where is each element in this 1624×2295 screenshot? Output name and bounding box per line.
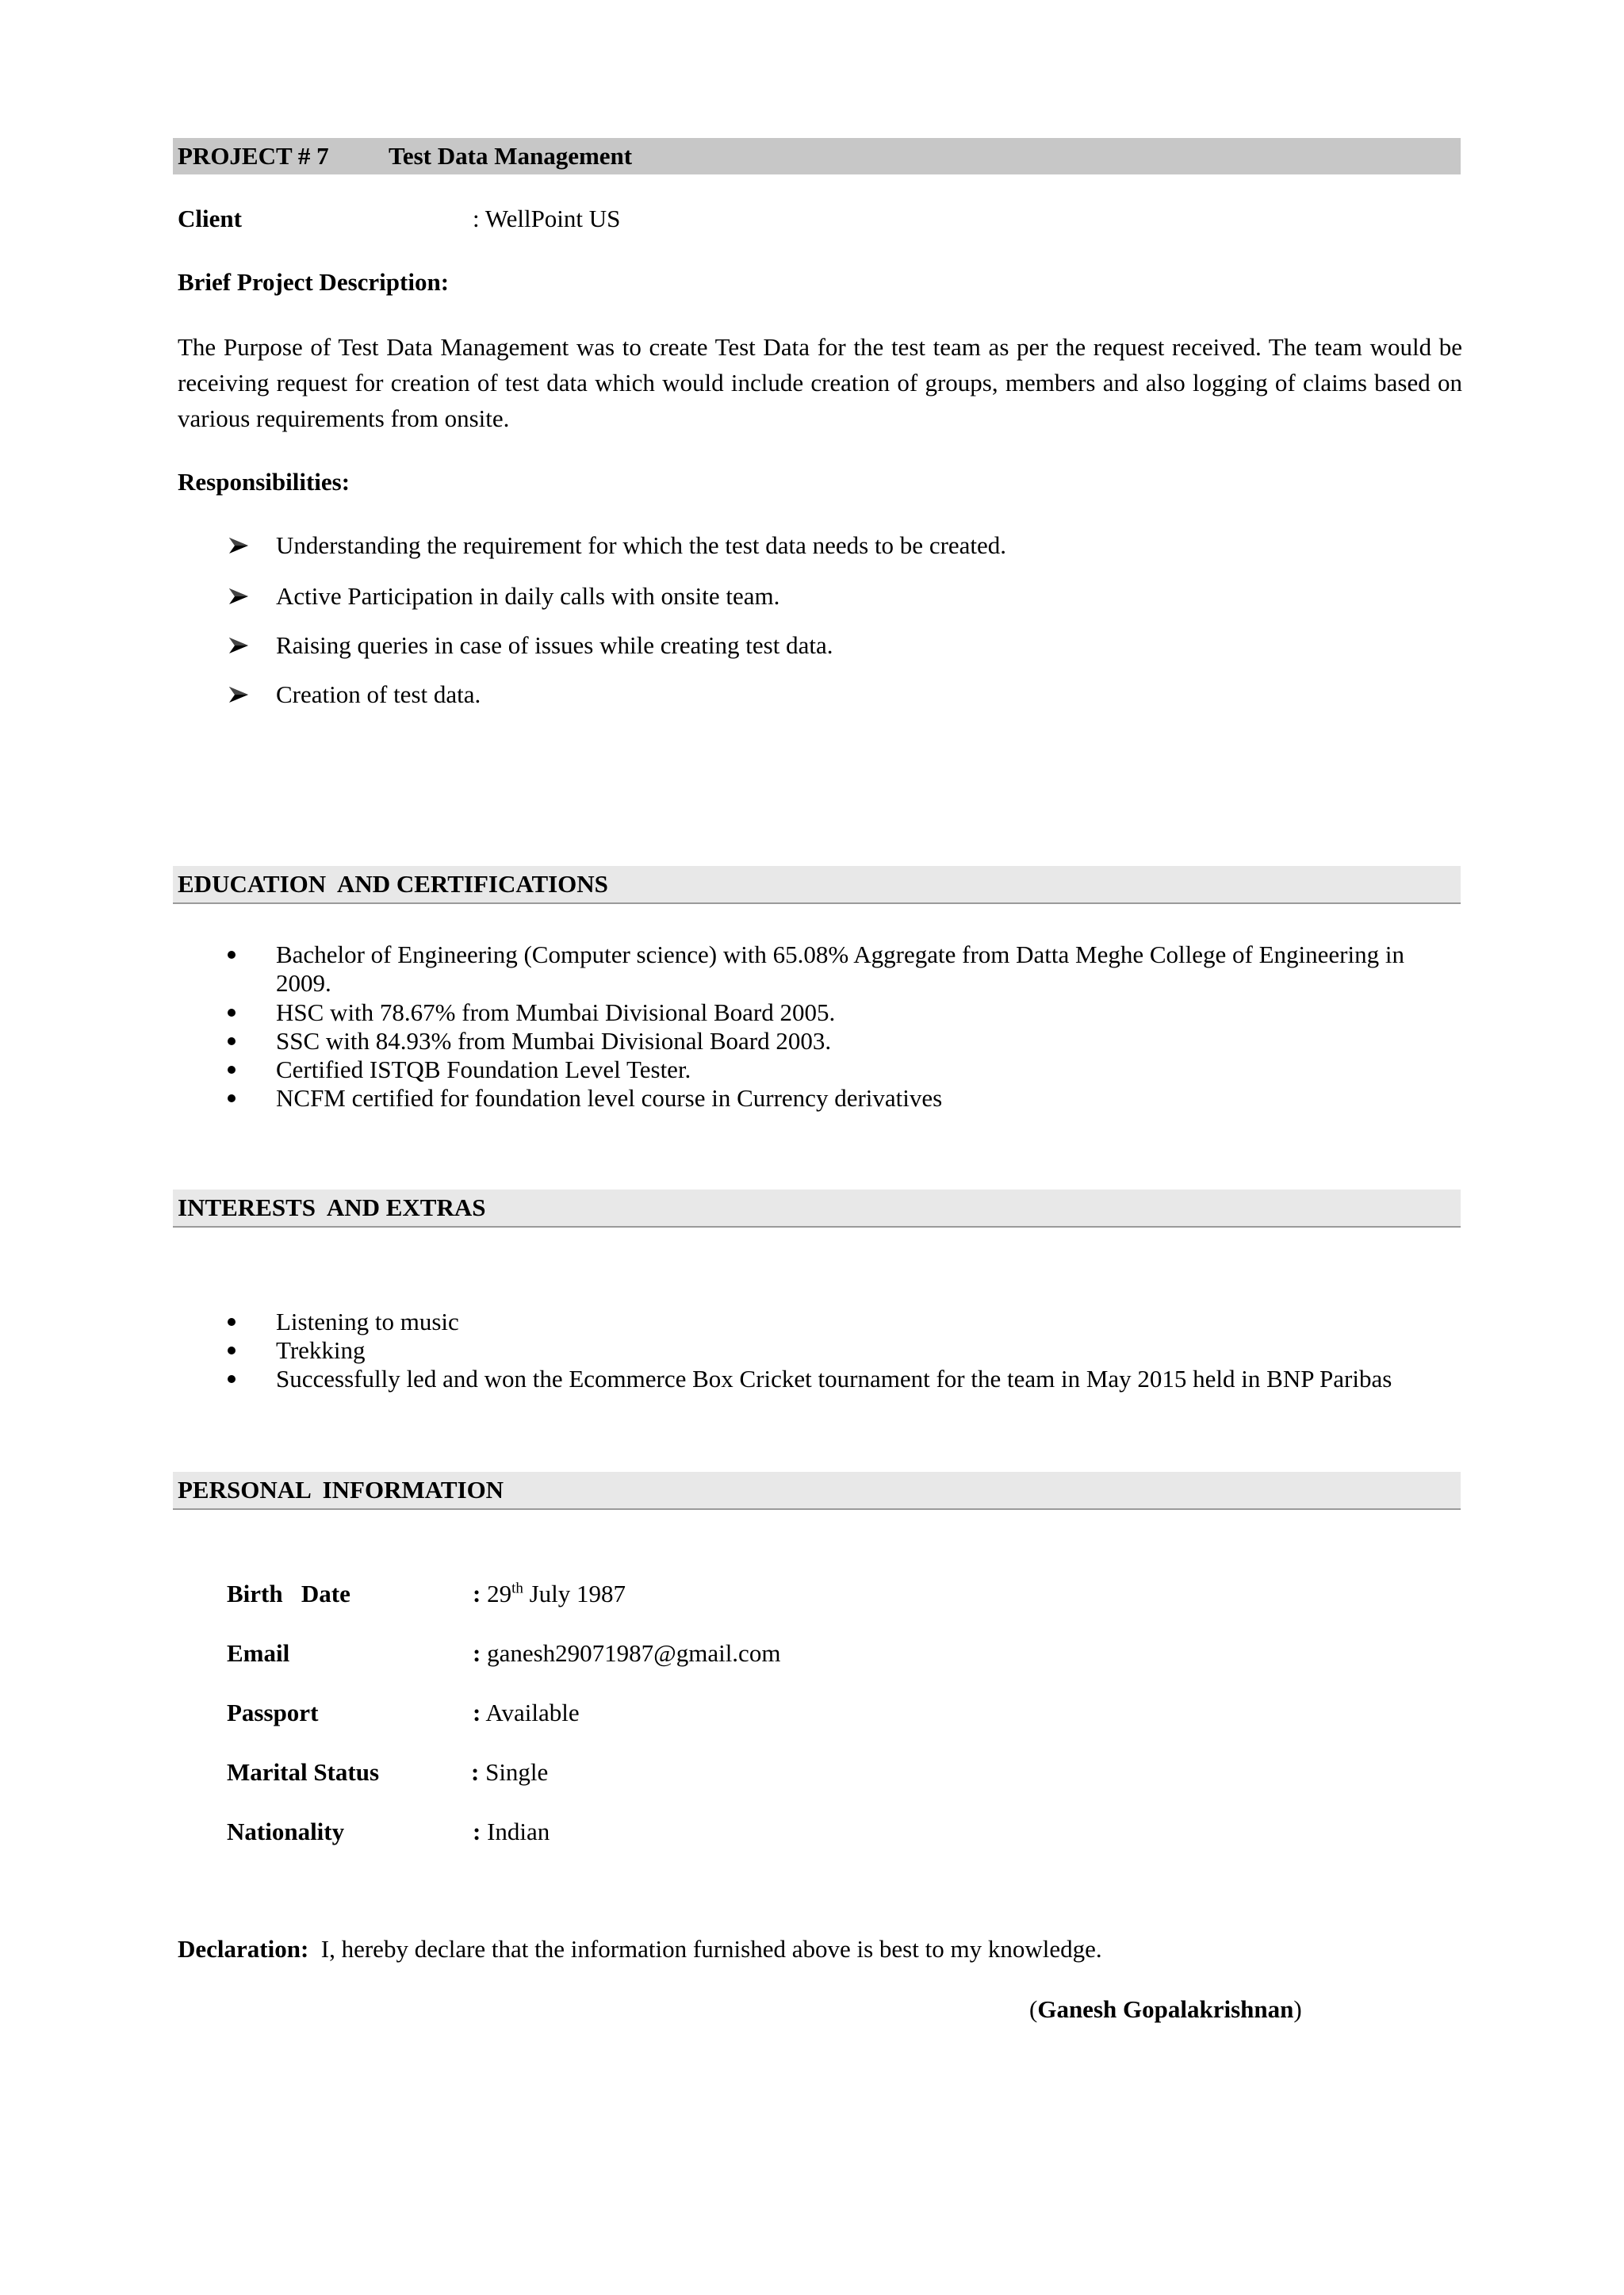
passport-value: : Available: [473, 1699, 580, 1726]
education-item: Bachelor of Engineering (Computer science) with 65.08% Aggregate from Datta Meghe College of Engineering in 2009.: [276, 941, 1404, 997]
marital-status-label: Marital Status: [227, 1758, 380, 1786]
birth-date-label: Birth Date: [227, 1580, 350, 1607]
education-item: NCFM certified for foundation level course in Currency derivatives: [276, 1084, 943, 1112]
arrow-bullet-icon: [227, 680, 251, 709]
responsibility-text: Raising queries in case of issues while creating test data.: [276, 631, 833, 659]
responsibilities-label: Responsibilities:: [178, 468, 350, 496]
dot-bullet-icon: [228, 1347, 236, 1354]
arrow-bullet-icon: [227, 531, 251, 560]
signature-name: Ganesh Gopalakrishnan: [1037, 1995, 1294, 2023]
client-label: Client: [178, 205, 242, 232]
client-value: : WellPoint US: [473, 205, 621, 232]
email-label: Email: [227, 1639, 290, 1667]
declaration: [178, 1932, 1102, 1967]
signature: (Ganesh Gopalakrishnan): [1029, 1995, 1302, 2023]
education-item: SSC with 84.93% from Mumbai Divisional Board 2003.: [276, 1027, 832, 1055]
education-item: HSC with 78.67% from Mumbai Divisional Board 2005.: [276, 998, 836, 1026]
dot-bullet-icon: [228, 951, 236, 959]
education-heading: EDUCATION AND CERTIFICATIONS: [178, 870, 608, 898]
dot-bullet-icon: [228, 1009, 236, 1017]
education-heading-bar: [173, 866, 1461, 904]
interest-item: Successfully led and won the Ecommerce Box Cricket tournament for the team in May 2015 held in BNP Paribas: [276, 1365, 1392, 1393]
interest-item: Trekking: [276, 1336, 366, 1364]
marital-status-value: : Single: [471, 1758, 549, 1786]
email-value: : ganesh29071987@gmail.com: [473, 1639, 781, 1667]
responsibility-text: Understanding the requirement for which the test data needs to be created.: [276, 531, 1007, 559]
personal-heading-bar: [173, 1472, 1461, 1510]
interests-heading-bar: [173, 1190, 1461, 1228]
nationality-value: : Indian: [473, 1818, 550, 1845]
passport-label: Passport: [227, 1699, 319, 1726]
dot-bullet-icon: [228, 1066, 236, 1074]
interest-item: Listening to music: [276, 1308, 459, 1335]
project-description: The Purpose of Test Data Management was to create Test Data for the test team as per the request received. The team would be receiving request for creation of test data which would include creation of groups, members and also logging of claims based on various requirements from onsite.: [178, 333, 1462, 432]
brief-description-label: Brief Project Description:: [178, 268, 450, 296]
responsibility-text: Creation of test data.: [276, 680, 481, 708]
education-item: Certified ISTQB Foundation Level Tester.: [276, 1056, 691, 1083]
nationality-label: Nationality: [227, 1818, 345, 1845]
personal-heading: PERSONAL INFORMATION: [178, 1476, 504, 1504]
project-heading-bar: [173, 138, 1461, 174]
project-number: PROJECT # 7: [178, 142, 329, 170]
dot-bullet-icon: [228, 1094, 236, 1102]
arrow-bullet-icon: [227, 631, 251, 660]
dot-bullet-icon: [228, 1375, 236, 1383]
responsibility-text: Active Participation in daily calls with onsite team.: [276, 582, 780, 610]
project-title: Test Data Management: [389, 142, 633, 170]
dot-bullet-icon: [228, 1318, 236, 1326]
dot-bullet-icon: [228, 1037, 236, 1045]
declaration-label: Declaration:: [178, 1935, 309, 1963]
declaration-text: I, hereby declare that the information furnished above is best to my knowledge.: [320, 1935, 1102, 1963]
birth-date-value: : 29th July 1987: [473, 1580, 626, 1607]
interests-heading: INTERESTS AND EXTRAS: [178, 1193, 486, 1221]
arrow-bullet-icon: [227, 582, 251, 611]
